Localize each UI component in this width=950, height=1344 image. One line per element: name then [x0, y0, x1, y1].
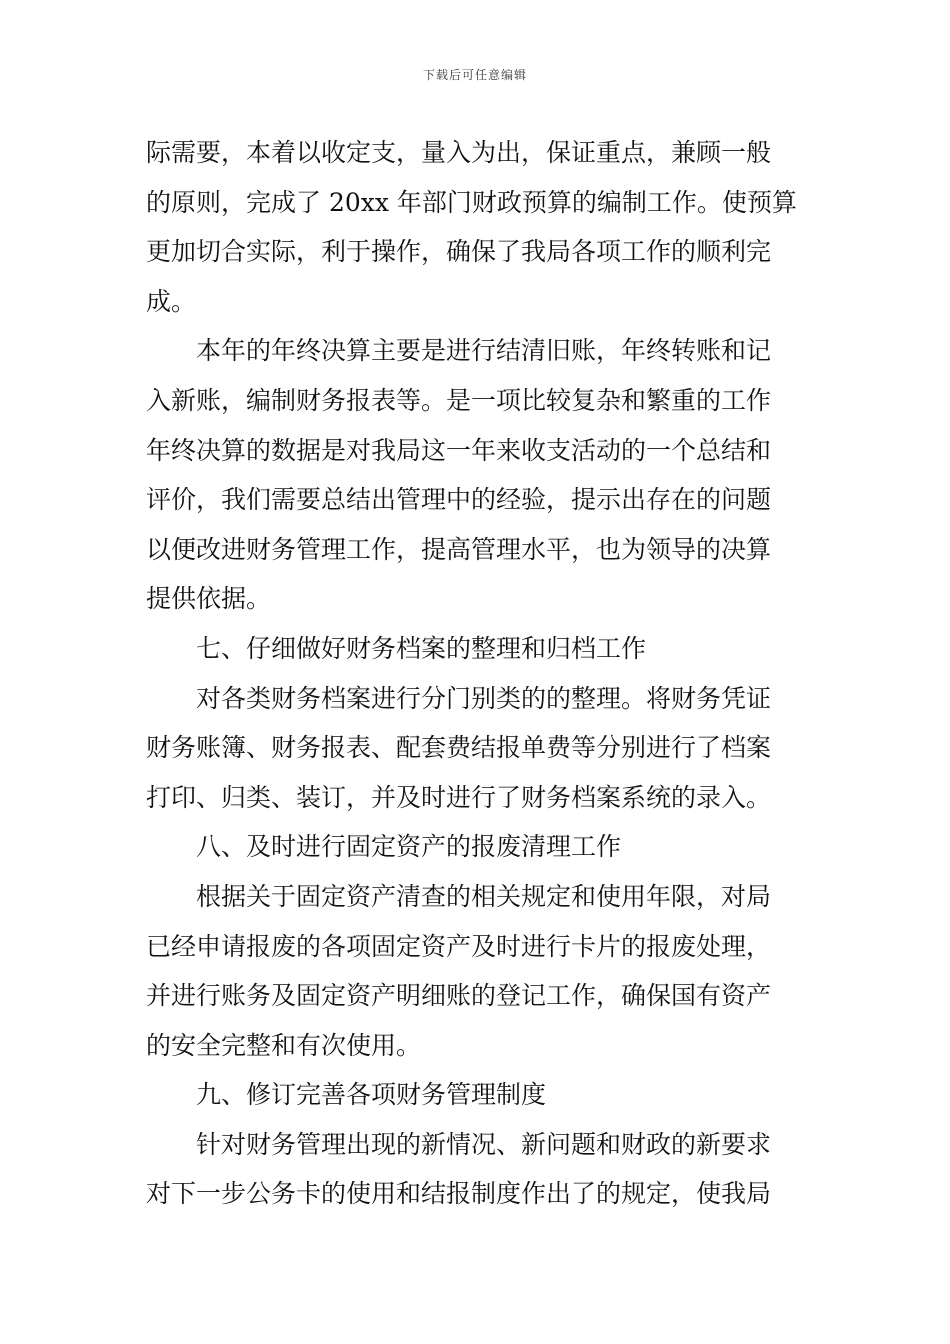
text-line: 的安全完整和有次使用。	[146, 1030, 422, 1060]
text-line: 评价，我们需要总结出管理中的经验，提示出存在的问题	[146, 485, 772, 515]
section-heading-8: 八、及时进行固定资产的报废清理工作	[196, 832, 622, 862]
text-line: 入新账，编制财务报表等。是一项比较复杂和繁重的工作	[146, 385, 772, 415]
paragraph-start-line: 针对财务管理出现的新情况、新问题和财政的新要求	[196, 1129, 772, 1159]
text-line: 对下一步公务卡的使用和结报制度作出了的规定，使我局	[146, 1179, 772, 1209]
header-note: 下载后可任意编辑	[422, 68, 527, 82]
text-line: 打印、归类、装订，并及时进行了财务档案系统的录入。	[146, 782, 772, 812]
text-line: 的原则，完成了 20xx 年部门财政预算的编制工作。使预算	[146, 187, 797, 217]
text-line: 财务账簿、财务报表、配套费结报单费等分别进行了档案	[146, 733, 772, 763]
text-line: 年终决算的数据是对我局这一年来收支活动的一个总结和	[146, 435, 772, 465]
text-line: 成。	[146, 286, 197, 316]
paragraph-start-line: 根据关于固定资产清查的相关规定和使用年限，对局	[196, 881, 772, 911]
document-body	[146, 128, 810, 1219]
text-line: 提供依据。	[146, 584, 272, 614]
text-line: 已经申请报废的各项固定资产及时进行卡片的报废处理，	[146, 931, 772, 961]
section-heading-9: 九、修订完善各项财务管理制度	[196, 1080, 547, 1110]
text-line: 更加切合实际，利于操作，确保了我局各项工作的顺利完	[146, 237, 772, 267]
section-heading-7: 七、仔细做好财务档案的整理和归档工作	[196, 633, 647, 663]
text-line: 以便改进财务管理工作，提高管理水平，也为领导的决算	[146, 534, 772, 564]
paragraph-start-line: 本年的年终决算主要是进行结清旧账，年终转账和记	[196, 336, 772, 366]
paragraph-start-line: 对各类财务档案进行分门别类的的整理。将财务凭证	[196, 683, 772, 713]
text-line: 际需要，本着以收定支，量入为出，保证重点，兼顾一般	[146, 138, 772, 167]
text-line: 并进行账务及固定资产明细账的登记工作，确保国有资产	[146, 981, 772, 1011]
